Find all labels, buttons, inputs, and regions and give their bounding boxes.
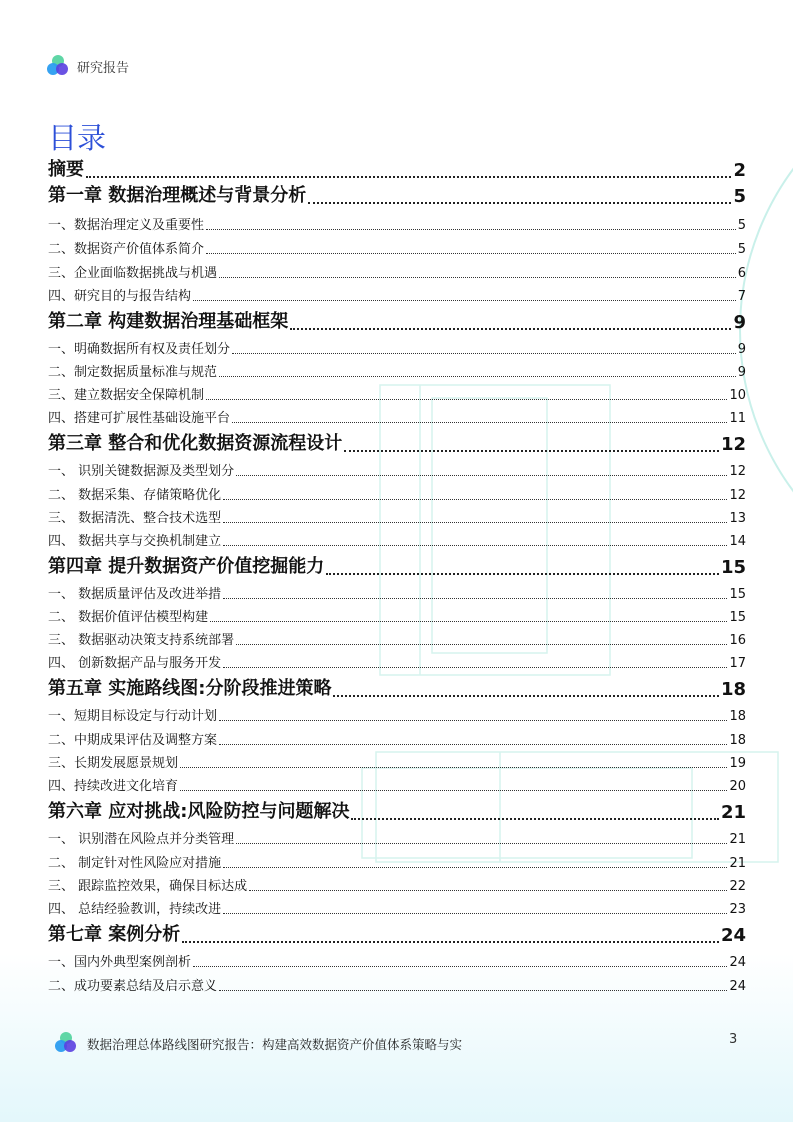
toc-leader-dots [344,450,719,452]
toc-entry-title: 一、 识别关键数据源及类型划分 [48,464,235,479]
page-header [47,55,129,77]
toc-entry-title: 一、短期目标设定与行动计划 [48,709,218,724]
toc-chapter-entry[interactable] [48,676,746,700]
toc-section-entry[interactable] [48,607,746,625]
toc-entry-title: 第六章 应对挑战:风险防控与问题解决 [48,801,350,822]
toc-entry-title: 第四章 提升数据资产价值挖掘能力 [48,556,325,577]
toc-section-entry[interactable] [48,876,746,894]
toc-entry-page: 21 [729,832,746,847]
toc-entry-page: 24 [729,979,746,994]
toc-entry-title: 二、成功要素总结及启示意义 [48,979,218,994]
toc-entry-page: 16 [729,633,746,648]
toc-section-entry[interactable] [48,829,746,847]
toc-entry-page: 12 [729,464,746,479]
toc-entry-page: 6 [737,266,746,281]
toc-entry-title: 第七章 案例分析 [48,924,181,945]
toc-entry-title: 第三章 整合和优化数据资源流程设计 [48,433,343,454]
toc-entry-page: 12 [720,434,746,455]
toc-section-entry[interactable] [48,531,746,549]
toc-entry-title: 二、 数据价值评估模型构建 [48,610,209,625]
toc-chapter-entry[interactable] [48,431,746,455]
toc-entry-page: 15 [729,587,746,602]
toc-leader-dots [86,176,731,178]
toc-entry-title: 一、 数据质量评估及改进举措 [48,587,222,602]
toc-entry-page: 2 [733,160,746,181]
toc-entry-title: 四、持续改进文化培育 [48,779,179,794]
toc-section-entry[interactable] [48,630,746,648]
toc-section-entry[interactable] [48,485,746,503]
toc-entry-title: 摘要 [48,159,84,180]
toc-entry-page: 21 [720,802,746,823]
toc-leader-dots [193,300,736,301]
toc-entry-page: 24 [729,955,746,970]
toc-leader-dots [223,598,727,599]
toc-entry-title: 三、 数据清洗、整合技术选型 [48,511,222,526]
toc-leader-dots [326,573,719,575]
toc-entry-page: 19 [729,756,746,771]
toc-leader-dots [180,790,727,791]
toc-section-entry[interactable] [48,286,746,304]
toc-leader-dots [219,744,727,745]
toc-section-entry[interactable] [48,508,746,526]
toc-chapter-entry[interactable] [48,157,746,181]
toc-entry-page: 18 [720,679,746,700]
toc-leader-dots [308,202,731,204]
toc-section-entry[interactable] [48,976,746,994]
toc-entry-title: 二、制定数据质量标准与规范 [48,365,218,380]
toc-section-entry[interactable] [48,339,746,357]
toc-leader-dots [223,913,727,914]
toc-entry-page: 15 [720,557,746,578]
toc-entry-title: 二、 数据采集、存储策略优化 [48,488,222,503]
toc-leader-dots [206,399,727,400]
toc-entry-title: 三、企业面临数据挑战与机遇 [48,266,218,281]
toc-entry-title: 四、 数据共享与交换机制建立 [48,534,222,549]
toc-entry-page: 5 [733,186,746,207]
toc-section-entry[interactable] [48,899,746,917]
toc-entry-page: 17 [729,656,746,671]
toc-entry-page: 18 [729,733,746,748]
toc-entry-page: 14 [729,534,746,549]
footer-logo-icon [55,1032,79,1056]
toc-section-entry[interactable] [48,952,746,970]
toc-entry-title: 二、中期成果评估及调整方案 [48,733,218,748]
toc-section-entry[interactable] [48,263,746,281]
toc-section-entry[interactable] [48,385,746,403]
toc-leader-dots [249,890,727,891]
toc-entry-page: 5 [737,218,746,233]
toc-entry-title: 四、研究目的与报告结构 [48,289,192,304]
toc-chapter-entry[interactable] [48,554,746,578]
toc-entry-page: 22 [729,879,746,894]
toc-section-entry[interactable] [48,853,746,871]
toc-entry-page: 9 [737,342,746,357]
toc-leader-dots [236,475,727,476]
toc-section-entry[interactable] [48,362,746,380]
toc-entry-page: 20 [729,779,746,794]
page-number: 3 [729,1032,738,1047]
toc-entry-title: 三、长期发展愿景规划 [48,756,179,771]
toc-entry-page: 18 [729,709,746,724]
toc-leader-dots [290,328,731,330]
toc-leader-dots [206,229,736,230]
toc-chapter-entry[interactable] [48,183,746,207]
report-logo-icon [47,55,69,77]
toc-entry-page: 10 [729,388,746,403]
toc-entry-title: 第二章 构建数据治理基础框架 [48,311,289,332]
toc-entry-title: 三、 跟踪监控效果，确保目标达成 [48,879,248,894]
toc-section-entry[interactable] [48,730,746,748]
toc-entry-title: 三、建立数据安全保障机制 [48,388,205,403]
toc-leader-dots [206,253,736,254]
toc-section-entry[interactable] [48,408,746,426]
header-label: 研究报告 [77,60,130,76]
toc-leader-dots [219,990,727,991]
toc-entry-page: 9 [737,365,746,380]
toc-leader-dots [351,818,718,820]
toc-leader-dots [223,499,727,500]
toc-leader-dots [333,695,718,697]
toc-leader-dots [232,353,736,354]
footer-report-title: 数据治理总体路线图研究报告：构建高效数据资产价值体系策略与实 [87,1037,463,1052]
toc-leader-dots [193,966,727,967]
toc-section-entry[interactable] [48,653,746,671]
toc-section-entry[interactable] [48,215,746,233]
toc-entry-page: 23 [729,902,746,917]
toc-leader-dots [223,522,727,523]
toc-section-entry[interactable] [48,776,746,794]
toc-section-entry[interactable] [48,584,746,602]
toc-entry-page: 21 [729,856,746,871]
toc-section-entry[interactable] [48,706,746,724]
toc-entry-title: 三、 数据驱动决策支持系统部署 [48,633,235,648]
toc-entry-title: 第一章 数据治理概述与背景分析 [48,185,307,206]
toc-leader-dots [236,644,727,645]
toc-entry-page: 13 [729,511,746,526]
toc-leader-dots [180,767,727,768]
toc-title: 目录 [48,121,107,155]
toc-leader-dots [219,376,736,377]
toc-chapter-entry[interactable] [48,922,746,946]
toc-leader-dots [182,941,719,943]
toc-chapter-entry[interactable] [48,309,746,333]
toc-section-entry[interactable] [48,461,746,479]
toc-entry-title: 第五章 实施路线图:分阶段推进策略 [48,678,332,699]
toc-entry-page: 9 [733,312,746,333]
toc-entry-title: 一、国内外典型案例剖析 [48,955,192,970]
toc-entry-title: 二、 制定针对性风险应对措施 [48,856,222,871]
toc-entry-title: 一、明确数据所有权及责任划分 [48,342,231,357]
toc-section-entry[interactable] [48,753,746,771]
toc-leader-dots [219,277,736,278]
toc-entry-page: 24 [720,925,746,946]
toc-entry-title: 二、数据资产价值体系简介 [48,242,205,257]
toc-leader-dots [236,843,727,844]
toc-entry-title: 四、 创新数据产品与服务开发 [48,656,222,671]
toc-leader-dots [223,667,727,668]
toc-entry-title: 一、 识别潜在风险点并分类管理 [48,832,235,847]
toc-leader-dots [232,422,727,423]
toc-entry-page: 7 [737,289,746,304]
toc-leader-dots [210,621,727,622]
toc-section-entry[interactable] [48,239,746,257]
toc-entry-title: 四、 总结经验教训，持续改进 [48,902,222,917]
toc-entry-page: 12 [729,488,746,503]
toc-chapter-entry[interactable] [48,799,746,823]
toc-leader-dots [223,867,727,868]
page-footer [55,1032,462,1056]
toc-leader-dots [223,545,727,546]
toc-entry-page: 5 [737,242,746,257]
toc-entry-page: 11 [729,411,746,426]
toc-leader-dots [219,720,727,721]
toc-entry-page: 15 [729,610,746,625]
toc-entry-title: 四、搭建可扩展性基础设施平台 [48,411,231,426]
toc-entry-title: 一、数据治理定义及重要性 [48,218,205,233]
